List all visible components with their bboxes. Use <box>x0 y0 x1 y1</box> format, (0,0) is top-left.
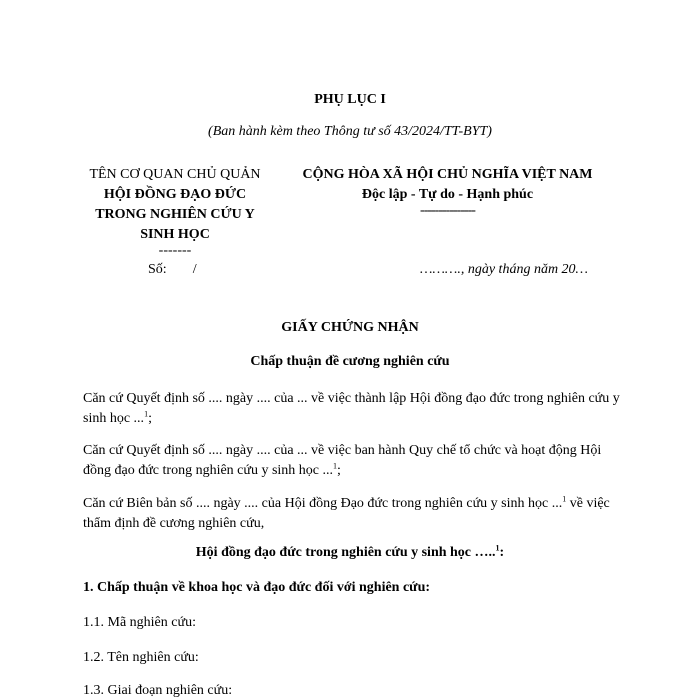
research-code-label: 1.1. Mã nghiên cứu: <box>83 615 196 630</box>
appendix-subtitle: (Ban hành kèm theo Thông tư số 43/2024/TT-BYT) <box>208 124 492 139</box>
research-name-label: 1.2. Tên nghiên cứu: <box>83 650 199 665</box>
paragraph-text: Căn cứ Biên bản số .... ngày .... của Hội đồng Đạo đức trong nghiên cứu y sinh học ... <box>83 496 563 511</box>
paragraph-text: Căn cứ Quyết định số .... ngày .... của ... về việc ban hành Quy chế tổ chức và hoạt động Hội đồng đạo đức trong nghiên cứu y sinh học ... <box>83 443 602 478</box>
council-name-line-1: HỘI ĐỒNG ĐẠO ĐỨC <box>103 187 247 202</box>
document-number-label: Số: <box>148 262 167 277</box>
national-motto: Độc lập - Tự do - Hạnh phúc <box>361 187 534 202</box>
council-name-line-2: TRONG NGHIÊN CỨU Y <box>95 207 255 222</box>
legal-basis-paragraph-3 <box>83 494 623 534</box>
document-number-slash: / <box>192 262 197 277</box>
council-name-line-3: SINH HỌC <box>140 227 210 242</box>
paragraph-text: Căn cứ Quyết định số .... ngày .... của ... về việc thành lập Hội đồng đạo đức trong nghiên cứu y sinh học ... <box>83 391 620 426</box>
section-1-heading: 1. Chấp thuận về khoa học và đạo đức đối với nghiên cứu: <box>83 580 431 595</box>
parent-agency-name: TÊN CƠ QUAN CHỦ QUẢN <box>89 167 261 182</box>
research-phase-label: 1.3. Giai đoạn nghiên cứu: <box>83 683 233 698</box>
paragraph-tail: về việc thẩm định đề cương nghiên cứu, <box>83 496 610 531</box>
paragraph-tail: ; <box>337 463 341 478</box>
issuing-agency-block <box>75 165 275 257</box>
certificate-subtitle: Chấp thuận đề cương nghiên cứu <box>250 354 450 369</box>
national-header-block <box>285 165 610 217</box>
appendix-title: PHỤ LỤC I <box>314 92 386 107</box>
right-header-divider: --------------- <box>420 203 475 218</box>
footnote-ref: 1 <box>495 543 500 553</box>
legal-basis-paragraph-1 <box>83 389 623 429</box>
footnote-ref: 1 <box>144 409 149 419</box>
left-header-divider: ------- <box>158 243 192 258</box>
paragraph-tail: ; <box>148 411 152 426</box>
certificate-title: GIẤY CHỨNG NHẬN <box>281 320 419 335</box>
council-statement <box>0 545 700 561</box>
council-statement-text: Hội đồng đạo đức trong nghiên cứu y sinh học ….. <box>195 545 496 560</box>
document-number <box>148 262 197 278</box>
footnote-ref: 1 <box>562 494 567 504</box>
council-statement-tail: : <box>499 545 505 560</box>
legal-basis-paragraph-2 <box>83 441 623 481</box>
national-title: CỘNG HÒA XÃ HỘI CHỦ NGHĨA VIỆT NAM <box>302 167 593 182</box>
footnote-ref: 1 <box>333 461 338 471</box>
date-line: ………., ngày tháng năm 20… <box>420 262 589 277</box>
